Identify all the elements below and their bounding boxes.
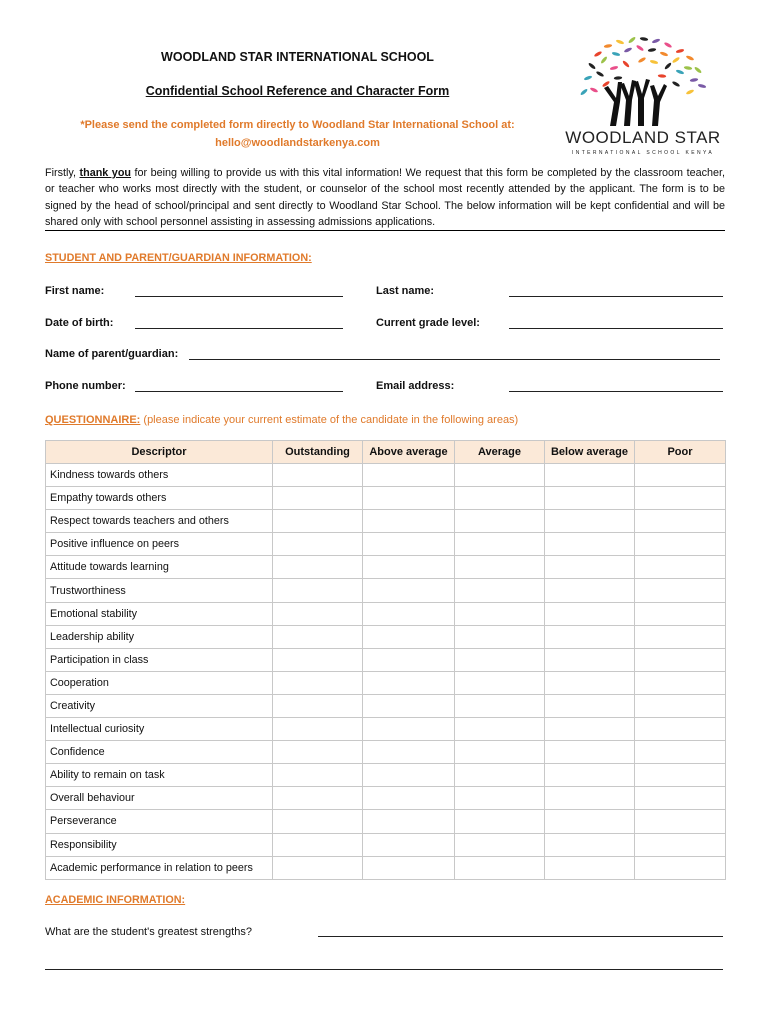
descriptor-cell: Intellectual curiosity: [46, 718, 273, 741]
table-row: [46, 694, 726, 717]
rating-cell[interactable]: [273, 764, 363, 787]
rating-cell[interactable]: [273, 602, 363, 625]
rating-cell[interactable]: [635, 579, 726, 602]
table-header-row: [46, 441, 726, 464]
rating-cell[interactable]: [273, 833, 363, 856]
rating-cell[interactable]: [455, 625, 545, 648]
leaf-icon: [694, 66, 702, 74]
rating-cell[interactable]: [363, 787, 455, 810]
table-row: [46, 487, 726, 510]
rating-cell[interactable]: [273, 464, 363, 487]
leaf-icon: [686, 89, 695, 95]
rating-cell[interactable]: [273, 671, 363, 694]
rating-cell[interactable]: [635, 510, 726, 533]
leaf-icon: [636, 44, 645, 51]
table-row: [46, 464, 726, 487]
leaf-icon: [602, 80, 611, 87]
leaf-icon: [614, 76, 623, 80]
first-name-field[interactable]: [135, 284, 343, 297]
rating-cell[interactable]: [363, 833, 455, 856]
descriptor-cell: Respect towards teachers and others: [46, 510, 273, 533]
rating-cell[interactable]: [635, 464, 726, 487]
descriptor-cell: Positive influence on peers: [46, 533, 273, 556]
rating-cell[interactable]: [545, 694, 635, 717]
rating-cell[interactable]: [545, 671, 635, 694]
rating-cell[interactable]: [455, 487, 545, 510]
rating-cell[interactable]: [545, 787, 635, 810]
rating-cell[interactable]: [363, 741, 455, 764]
rating-cell[interactable]: [363, 487, 455, 510]
table-row: [46, 533, 726, 556]
school-logo: [558, 36, 728, 156]
descriptor-cell: Perseverance: [46, 810, 273, 833]
rating-cell[interactable]: [273, 810, 363, 833]
table-row: [46, 625, 726, 648]
rating-cell[interactable]: [545, 648, 635, 671]
leaf-icon: [652, 38, 661, 44]
notice-line: *Please send the completed form directly to Woodland Star International School at:: [80, 119, 515, 131]
leaf-icon: [686, 55, 695, 61]
descriptor-cell: Kindness towards others: [46, 464, 273, 487]
rating-cell[interactable]: [363, 810, 455, 833]
descriptor-cell: Trustworthiness: [46, 579, 273, 602]
email-label: Email address:: [376, 380, 455, 392]
table-row: [46, 810, 726, 833]
questionnaire-heading-row: [45, 410, 518, 428]
descriptor-cell: Attitude towards learning: [46, 556, 273, 579]
rating-cell[interactable]: [545, 533, 635, 556]
descriptor-cell: Empathy towards others: [46, 487, 273, 510]
descriptor-cell: Ability to remain on task: [46, 764, 273, 787]
rating-cell[interactable]: [545, 579, 635, 602]
phone-field[interactable]: [135, 379, 343, 392]
rating-cell[interactable]: [635, 787, 726, 810]
rating-cell[interactable]: [635, 533, 726, 556]
rating-cell[interactable]: [545, 764, 635, 787]
column-header: Above average: [363, 441, 455, 464]
rating-cell[interactable]: [273, 648, 363, 671]
rating-cell[interactable]: [273, 741, 363, 764]
descriptor-cell: Cooperation: [46, 671, 273, 694]
intro-paragraph: Firstly, thank you for being willing to provide us with this vital information! We request that this form be completed by the classroom teacher, or teacher who works most directly with the student, or counselor of the school most recently attended by the applicant. The form is to be signed by the head of school/principal and sent directly to Woodland Star School. The below information will be kept confidential and will be shared only with school personnel assisting in assessing admissions applications.: [45, 167, 725, 229]
rating-cell[interactable]: [545, 464, 635, 487]
leaf-icon: [638, 57, 647, 64]
table-row: [46, 648, 726, 671]
leaf-icon: [664, 42, 673, 49]
rating-cell[interactable]: [363, 533, 455, 556]
thank-you-emphasis: thank you: [79, 167, 132, 179]
rating-cell[interactable]: [273, 533, 363, 556]
leaf-icon: [640, 37, 649, 42]
rating-cell[interactable]: [635, 833, 726, 856]
rating-cell[interactable]: [273, 694, 363, 717]
rating-cell[interactable]: [455, 856, 545, 879]
rating-cell[interactable]: [545, 510, 635, 533]
rating-cell[interactable]: [363, 648, 455, 671]
table-row: [46, 856, 726, 879]
rating-cell[interactable]: [273, 510, 363, 533]
column-header: Outstanding: [273, 441, 363, 464]
rating-cell[interactable]: [363, 556, 455, 579]
rating-cell[interactable]: [273, 718, 363, 741]
student-section-heading: STUDENT AND PARENT/GUARDIAN INFORMATION:: [45, 252, 312, 264]
rating-cell[interactable]: [363, 579, 455, 602]
rating-cell[interactable]: [635, 694, 726, 717]
descriptor-cell: Creativity: [46, 694, 273, 717]
parent-field[interactable]: [189, 347, 720, 360]
rating-cell[interactable]: [273, 579, 363, 602]
rating-cell[interactable]: [635, 648, 726, 671]
rating-cell[interactable]: [363, 718, 455, 741]
leaf-icon: [672, 81, 681, 88]
rating-cell[interactable]: [363, 510, 455, 533]
table-row: [46, 787, 726, 810]
leaf-icon: [600, 56, 608, 64]
divider: [45, 230, 725, 231]
leaf-icon: [622, 60, 630, 68]
form-title: Confidential School Reference and Character Form: [145, 84, 450, 98]
leaf-icon: [612, 51, 621, 56]
rating-cell[interactable]: [273, 487, 363, 510]
leaf-icon: [660, 51, 669, 57]
leaf-icon: [658, 74, 667, 78]
column-header: Average: [455, 441, 545, 464]
logo-wordmark: WOODLAND STAR: [565, 128, 721, 147]
rating-cell[interactable]: [273, 856, 363, 879]
leaf-icon: [648, 48, 657, 53]
table-row: [46, 556, 726, 579]
rating-cell[interactable]: [455, 810, 545, 833]
email-field[interactable]: [509, 379, 723, 392]
leaf-icon: [604, 44, 613, 49]
rating-cell[interactable]: [455, 718, 545, 741]
leaf-icon: [580, 88, 588, 96]
academic-section-heading: ACADEMIC INFORMATION:: [45, 894, 186, 906]
leaf-icon: [698, 83, 707, 88]
leaf-icon: [672, 56, 681, 63]
rating-cell[interactable]: [545, 625, 635, 648]
grade-label: Current grade level:: [376, 317, 480, 329]
questionnaire-note: (please indicate your current estimate of the candidate in the following areas): [140, 414, 519, 426]
table-row: [46, 671, 726, 694]
logo-tagline: INTERNATIONAL SCHOOL KENYA: [571, 150, 715, 156]
rating-cell[interactable]: [635, 718, 726, 741]
rating-cell[interactable]: [363, 625, 455, 648]
rating-cell[interactable]: [455, 741, 545, 764]
rating-cell[interactable]: [545, 741, 635, 764]
rating-cell[interactable]: [273, 625, 363, 648]
school-name: WOODLAND STAR INTERNATIONAL SCHOOL: [161, 50, 434, 64]
rating-cell[interactable]: [363, 764, 455, 787]
table-row: [46, 833, 726, 856]
rating-cell[interactable]: [363, 856, 455, 879]
leaves: [580, 36, 707, 96]
rating-cell[interactable]: [635, 625, 726, 648]
rating-cell[interactable]: [545, 602, 635, 625]
dob-field[interactable]: [135, 316, 343, 329]
leaf-icon: [690, 78, 699, 83]
descriptor-cell: Confidence: [46, 741, 273, 764]
rating-cell[interactable]: [635, 741, 726, 764]
rating-cell[interactable]: [545, 856, 635, 879]
rating-cell[interactable]: [273, 556, 363, 579]
table-row: [46, 602, 726, 625]
leaf-icon: [650, 59, 659, 64]
column-header: Poor: [635, 441, 726, 464]
dob-label: Date of birth:: [45, 317, 114, 329]
column-header: Below average: [545, 441, 635, 464]
descriptor-cell: Participation in class: [46, 648, 273, 671]
leaf-icon: [594, 51, 603, 58]
parent-label: Name of parent/guardian:: [45, 348, 179, 360]
leaf-icon: [628, 36, 636, 44]
rating-cell[interactable]: [455, 694, 545, 717]
rating-cell[interactable]: [635, 556, 726, 579]
rating-cell[interactable]: [635, 764, 726, 787]
rating-cell[interactable]: [545, 833, 635, 856]
last-name-field[interactable]: [509, 284, 723, 297]
rating-cell[interactable]: [455, 533, 545, 556]
descriptor-cell: Responsibility: [46, 833, 273, 856]
rating-cell[interactable]: [545, 718, 635, 741]
rating-cell[interactable]: [455, 510, 545, 533]
leaf-icon: [676, 69, 685, 75]
rating-cell[interactable]: [635, 671, 726, 694]
rating-cell[interactable]: [545, 487, 635, 510]
rating-cell[interactable]: [363, 464, 455, 487]
questionnaire-table: [45, 440, 726, 880]
table-row: [46, 510, 726, 533]
rating-cell[interactable]: [635, 856, 726, 879]
notice-email: hello@woodlandstarkenya.com: [215, 137, 380, 149]
descriptor-cell: Emotional stability: [46, 602, 273, 625]
rating-cell[interactable]: [273, 787, 363, 810]
leaf-icon: [584, 75, 593, 81]
rating-cell[interactable]: [363, 694, 455, 717]
rating-cell[interactable]: [455, 833, 545, 856]
leaf-icon: [684, 66, 693, 71]
column-header: Descriptor: [46, 441, 273, 464]
strengths-field-line2[interactable]: [45, 957, 723, 970]
descriptor-cell: Academic performance in relation to peers: [46, 856, 273, 879]
leaf-icon: [590, 87, 599, 93]
submission-notice: [60, 116, 535, 152]
rating-cell[interactable]: [363, 602, 455, 625]
table-row: [46, 718, 726, 741]
leaf-icon: [588, 62, 596, 70]
rating-cell[interactable]: [455, 671, 545, 694]
rating-cell[interactable]: [455, 602, 545, 625]
rating-cell[interactable]: [635, 810, 726, 833]
descriptor-cell: Overall behaviour: [46, 787, 273, 810]
rating-cell[interactable]: [455, 579, 545, 602]
leaf-icon: [596, 71, 605, 78]
leaf-icon: [616, 39, 625, 45]
phone-label: Phone number:: [45, 380, 126, 392]
rating-cell[interactable]: [363, 671, 455, 694]
rating-cell[interactable]: [455, 464, 545, 487]
grade-field[interactable]: [509, 316, 723, 329]
table-row: [46, 764, 726, 787]
table-row: [46, 579, 726, 602]
questionnaire-heading: QUESTIONNAIRE:: [45, 414, 141, 426]
rating-cell[interactable]: [545, 810, 635, 833]
leaf-icon: [610, 65, 619, 70]
first-name-label: First name:: [45, 285, 105, 297]
rating-cell[interactable]: [635, 487, 726, 510]
rating-cell[interactable]: [545, 556, 635, 579]
strengths-question: What are the student's greatest strengths?: [45, 926, 252, 938]
rating-cell[interactable]: [635, 602, 726, 625]
last-name-label: Last name:: [376, 285, 435, 297]
rating-cell[interactable]: [455, 764, 545, 787]
rating-cell[interactable]: [455, 787, 545, 810]
tree-logo-icon: [558, 36, 728, 156]
rating-cell[interactable]: [455, 648, 545, 671]
leaf-icon: [664, 62, 672, 70]
descriptor-cell: Leadership ability: [46, 625, 273, 648]
rating-cell[interactable]: [455, 556, 545, 579]
leaf-icon: [624, 47, 633, 53]
table-row: [46, 741, 726, 764]
strengths-field[interactable]: [318, 924, 723, 937]
leaf-icon: [676, 48, 685, 53]
